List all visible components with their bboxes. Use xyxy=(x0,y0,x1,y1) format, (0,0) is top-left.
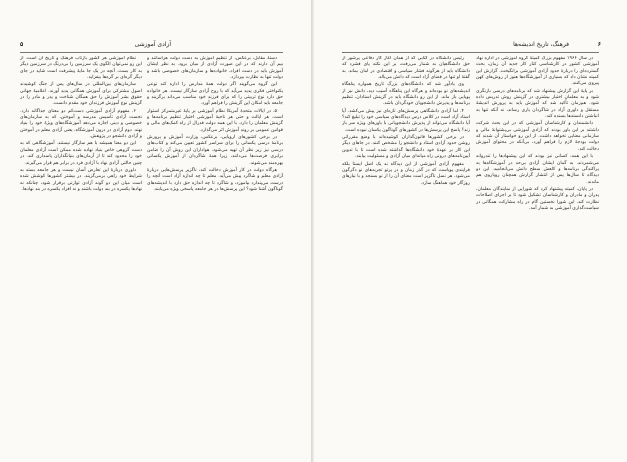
paragraph: رئیس دانشگاه در کتابی که از همان آغاز کار دفاعی پرشور از حق دانشگاهیان به شمار می‌رفت، بر این نکته پای فشرد که دانشگاه باید از هرگونه فشار سیاسی و اقتصادی در امان بماند. به گفتهٔ او تنها در فضای آزاد است که دانش می‌بالد. xyxy=(342,56,470,81)
text-column-left xyxy=(342,56,470,450)
text-column-right xyxy=(476,56,599,450)
paragraph: ۵. در ایالات متحدهٔ آمریکا نظام آموزشی بر پایهٔ غیرمتمرکز استوار است. هر ایالت و حتی هر ناحیهٔ آموزشی اختیار تنظیم برنامه‌ها و گزینش معلمان را دارد. با این همه دولت فدرال از راه کمک‌های مالی و قوانین عمومی بر روند آموزش اثر می‌گذارد. xyxy=(147,108,283,133)
paragraph: در برخی کشورها قانون‌گذاران کوشیده‌اند با وضع مقرراتی روشن حدود آزادی استاد و دانشجو را مشخص کنند. در جاهای دیگر این کار بر عهدهٔ خود دانشگاه‌ها گذاشته شده است تا با تدوین آیین‌نامه‌های درونی راه میانه‌ای میان آزادی و مسئولیت بیابند. xyxy=(342,135,470,160)
right-page xyxy=(314,0,627,462)
paragraph: دانشمندان و کارشناسان آموزشی که در این بحث شرکت داشتند بر این باور بودند که آزادی آموزشی بی‌پشتوانهٔ مالی و سازمانی معنایی نخواهد داشت. از این رو خواستار آن شدند که دولت بودجهٔ لازم را فراهم آورد، بی‌آنکه در محتوای آموزش دخالت کند. xyxy=(476,121,599,152)
paragraph: این دو معنا همیشه با هم سازگار نیستند. آموزشگاهی که به دست گروهی خاص بنیاد نهاده شده ممکن است آزادی معلمان خود را محدود کند تا از آرمان‌های بنیانگذاران پاسداری کند. در چنین حالتی آزادی نهاد با آزادی فرد در برابر هم قرار می‌گیرند. xyxy=(20,141,142,166)
paragraph: هرگاه دولت در کار آموزش دخالت کند، ناگزیر پرسش‌هایی دربارهٔ آزادی معلم و شاگرد پیش می‌آید. معلم تا چه اندازه آزاد است آنچه را درست می‌پندارد بیاموزد، و شاگرد تا چه اندازه حق دارد با اندیشه‌های گوناگون آشنا شود؟ این پرسش‌ها در هر جامعه پاسخی ویژه می‌یابند. xyxy=(147,167,283,192)
paragraph: در پایان، کمیته پیشنهاد کرد که شورایی از نمایندگان معلمان، پدران و مادران و کارشناسان تشکیل شود تا بر اجرای اصلاحات نظارت کند. این شورا نخستین گام در راه مشارکت همگانی در سیاست‌گذاری آموزشی به شمار آمد. xyxy=(476,186,599,211)
running-head: آزادی آموزشی xyxy=(134,41,171,48)
paragraph: دستهٔ مقابل، برعکس، از تنظیم آموزش به دست دولت هراسانند و بیم آن دارند که در این صورت آزادی از میان برود. به نظر ایشان آموزش باید در دست افراد، خانواده‌ها و سازمان‌های خصوصی باشد و دولت تنها به نظارت بپردازد. xyxy=(147,56,283,81)
paragraph: ۴. اما آزادی دانشگاهی پرسش‌های تازه‌ای نیز پیش می‌کشد. آیا استاد آزاد است در کلاس درس دیدگاه‌های سیاسی خود را تبلیغ کند؟ آیا دانشگاه می‌تواند از پذیرش دانشجویانی با باورهای ویژه سر باز زند؟ پاسخ این پرسش‌ها در کشورهای گوناگون یکسان نبوده است. xyxy=(342,108,470,133)
running-head: فرهنگ، تاریخ اندیشه‌ها xyxy=(513,41,569,48)
page-number: ۶ xyxy=(597,41,601,48)
paragraph: وی یادآور شد که دانشگاه‌های بزرگ تاریخ همواره پناهگاه اندیشه‌های نو بوده‌اند و هرگاه این پناهگاه آسیب دید، دانش نیز از پویایی باز ماند. از این رو دانشگاه باید در گزینش استادان، تنظیم برنامه‌ها و پذیرش دانشجویان خودگردان باشد. xyxy=(342,82,470,107)
paragraph: بر پایهٔ این گزارش پیشنهاد شد که برنامه‌های درسی بازنگری شود و به معلمان اختیار بیشتری در گزینش روش تدریس داده شود. هم‌زمان تأکید شد که آموزش باید به پرورش اندیشهٔ مستقل و داوری آزاد در شاگردان یاری رساند، نه آنکه تنها به انباشتن دانسته‌ها بسنده کند. xyxy=(476,88,599,120)
text-column-left xyxy=(20,56,142,450)
header-rule xyxy=(342,52,599,53)
header-rule xyxy=(20,52,283,53)
paragraph: در سال ۱۹۶۶ مفهوم بزرگ کمیتهٔ گروه آموزشی در اداره نهاد آموزشی کشور در کارشناسی کنار کار جدید آن زمان، بحث گسترده‌ای را دربارهٔ حدود آزادی آموزشی برانگیخت. گزارش این کمیته نشان داد که بسیاری از آموزشگاه‌ها هنوز از روش‌های کهن پیروی می‌کنند. xyxy=(476,56,599,87)
paragraph: این گروه می‌گویند اگر دولت همهٔ مدارس را اداره کند نوعی یکنواختی فکری پدید می‌آید که با روح آزادی سازگار نیست. هر خانواده حق دارد نوع تربیتی را که برای فرزند خود مناسب می‌داند برگزیند و جامعه باید امکان این گزینش را فراهم آورد. xyxy=(147,82,283,107)
left-page xyxy=(0,0,313,462)
paragraph: مفهوم آزادی آموزشی از این دیدگاه نه یک اصل ایستا بلکه فرایندی پویاست که در گذر زمان و در پرتو تجربه‌های نو دگرگون می‌شود. هر نسل ناگزیر است معنای آن را از نو بسنجد و با نیازهای روزگار خود هماهنگ سازد. xyxy=(342,161,470,186)
paragraph: در برخی کشورهای اروپایی، برعکس، وزارت آموزش و پرورش برنامهٔ درسی یکسانی را برای سراسر کشور تعیین می‌کند و کتاب‌های درسی نیز زیر نظر آن تهیه می‌شود. هواداران این روش آن را ضامن برابری فرصت‌ها می‌دانند، زیرا همهٔ شاگردان از آموزش یکسانی بهره‌مند می‌شوند. xyxy=(147,135,283,166)
paragraph: ۶. مفهوم آزادی آموزشی دست‌کم دو معنای جداگانه دارد. نخست آزادی تأسیس مدرسه و آموختن، که به سازمان‌های خصوصی و دینی اجازه می‌دهد آموزشگاه‌های ویژهٔ خود را بنیاد نهند. دوم آزادی در درون آموزشگاه، یعنی آزادی معلم در آموختن و آزادی دانشجو در پژوهش. xyxy=(20,108,142,140)
page-number: ۵ xyxy=(20,41,24,48)
paragraph: با این همه، کسانی نیز بودند که این پیشنهادها را تندروانه می‌شمردند. به گمان ایشان آزادی بی‌حد در آموزشگاه‌ها به پراکندگی برنامه‌ها و کاهش سطح دانش می‌انجامید. این دو دیدگاه تا سال‌ها پس از انتشار گزارش همچنان رویاروی هم ماندند. xyxy=(476,154,599,185)
paragraph: داوری دربارهٔ این تعارض آسان نیست و هر جامعه بسته به شرایط خود راهی برمی‌گزیند. در بیشتر کشورها کوشش شده است میان این دو گونه آزادی توازنی برقرار شود، چنانکه نه نهادها یکسره در بند دولت باشند و نه افراد یکسره در بند نهادها. xyxy=(20,167,142,192)
paragraph: سازمان‌های بین‌المللی در سال‌های پس از جنگ کوشیدند اصول مشترکی برای آموزش همگانی پدید آورند. اعلامیهٔ جهانی حقوق بشر آموزش را حق همگان شناخت و پدر و مادر را در گزینش نوع آموزش فرزندان خود مقدم دانست. xyxy=(20,82,142,107)
text-column-right xyxy=(147,56,283,450)
paragraph: نظام آموزشی هر کشور بازتاب فرهنگ و تاریخ آن است. از این رو نمی‌توان الگوی یک سرزمین را بی‌درنگ در سرزمین دیگر به کار بست. آنچه در یک جا مایهٔ پیشرفت است شاید در جای دیگر گره‌ای بر گره‌ها بیفزاید. xyxy=(20,56,142,81)
